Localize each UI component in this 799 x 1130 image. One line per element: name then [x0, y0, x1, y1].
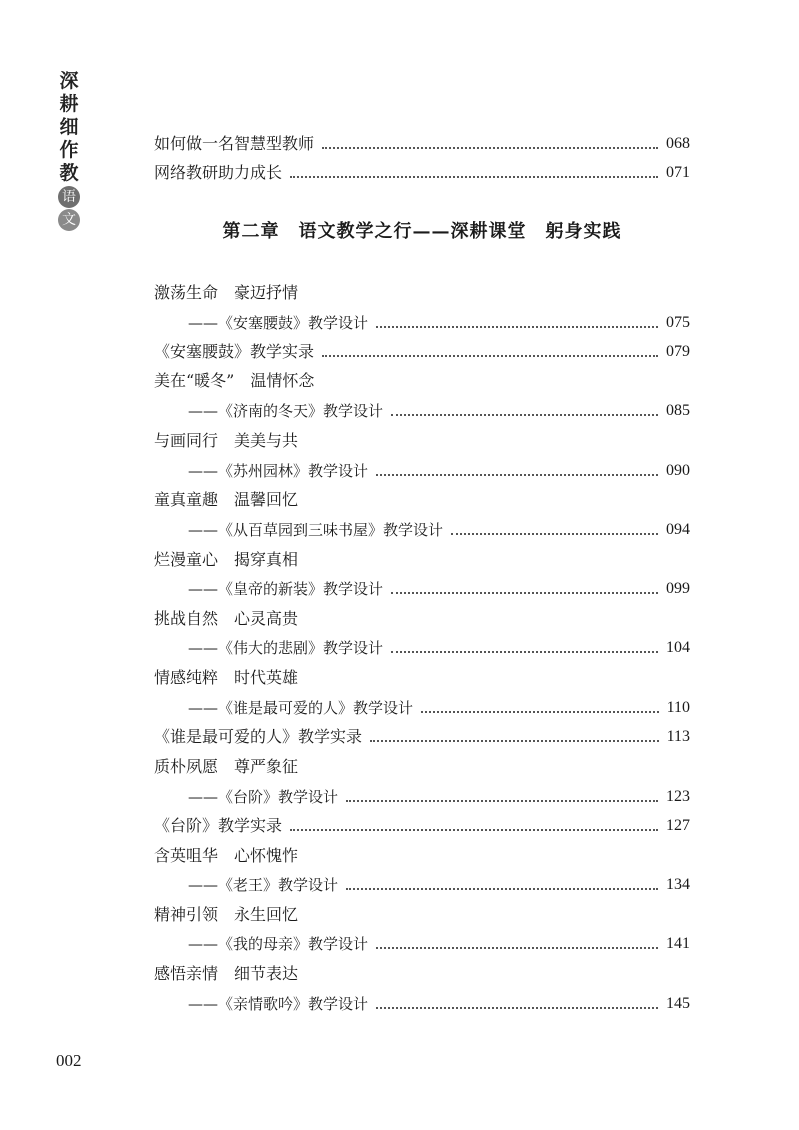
dot-leader: [391, 651, 658, 653]
toc-entry-title: 如何做一名智慧型教师: [154, 134, 315, 153]
toc-entry-title: 挑战自然 心灵高贵: [154, 609, 299, 628]
toc-entry-page: 099: [666, 580, 690, 597]
toc-entry-title: 激荡生命 豪迈抒情: [154, 283, 299, 302]
dot-leader: [421, 711, 659, 713]
toc-entry-page: 141: [666, 935, 690, 952]
toc-entry-title: ——《台阶》教学设计: [188, 788, 339, 806]
toc-entry-title: 含英咀华 心怀愧怍: [154, 846, 299, 865]
dot-leader: [322, 355, 658, 357]
toc-entry-page: 079: [666, 343, 690, 360]
toc-entry-heading: [154, 545, 690, 571]
toc-entry-title: ——《济南的冬天》教学设计: [188, 402, 384, 420]
dot-leader: [391, 592, 658, 594]
toc-entry[interactable]: [188, 396, 690, 422]
toc-entry-page: 134: [666, 876, 690, 893]
toc-entry[interactable]: [188, 989, 690, 1015]
toc-entry-heading: [154, 900, 690, 926]
toc-entry-page: 068: [666, 135, 690, 152]
toc-entry-title: ——《安塞腰鼓》教学设计: [188, 314, 369, 332]
toc-entry[interactable]: [188, 515, 690, 541]
toc-entry-title: 《台阶》教学实录: [154, 816, 283, 835]
toc-entry[interactable]: [154, 722, 690, 748]
toc-entry-heading: [154, 366, 690, 392]
toc-entry-page: 110: [666, 699, 690, 716]
toc-entry-page: 113: [666, 728, 690, 745]
toc-entry[interactable]: [154, 337, 690, 363]
dot-leader: [370, 740, 659, 742]
toc-entry-page: 085: [666, 402, 690, 419]
toc-entry-page: 075: [666, 314, 690, 331]
toc-entry-title: 网络教研助力成长: [154, 163, 283, 182]
toc-entry-page: 123: [666, 788, 690, 805]
toc-entry-title: 美在“暖冬” 温情怀念: [154, 371, 315, 390]
toc-entry[interactable]: [154, 158, 690, 184]
page-number: 002: [56, 1051, 82, 1070]
toc-entry[interactable]: [188, 574, 690, 600]
side-title-badge: 文: [58, 209, 80, 231]
side-title: [56, 70, 82, 231]
dot-leader: [346, 800, 658, 802]
chapter-heading: 第二章 语文教学之行——深耕课堂 躬身实践: [222, 221, 622, 242]
dot-leader: [290, 176, 658, 178]
toc-entry-title: 情感纯粹 时代英雄: [154, 668, 299, 687]
toc-entry-title: ——《亲情歌吟》教学设计: [188, 995, 369, 1013]
toc-entry-heading: [154, 841, 690, 867]
toc-entry[interactable]: [154, 129, 690, 155]
toc-entry-page: 094: [666, 521, 690, 538]
toc-entry-page: 071: [666, 164, 690, 181]
toc-entry-title: 烂漫童心 揭穿真相: [154, 550, 299, 569]
toc-entry-title: ——《皇帝的新装》教学设计: [188, 580, 384, 598]
toc-entry-page: 127: [666, 817, 690, 834]
toc-entry[interactable]: [188, 308, 690, 334]
dot-leader: [376, 474, 658, 476]
dot-leader: [376, 326, 658, 328]
toc-entry-title: ——《伟大的悲剧》教学设计: [188, 639, 384, 657]
toc-entry-page: 104: [666, 639, 690, 656]
toc-entry-page: 145: [666, 995, 690, 1012]
toc-entry[interactable]: [154, 811, 690, 837]
side-title-char: 深: [59, 70, 79, 92]
toc-entry-heading: [154, 604, 690, 630]
toc-entry[interactable]: [188, 870, 690, 896]
toc-entry-title: 质朴夙愿 尊严象征: [154, 757, 299, 776]
dot-leader: [322, 147, 658, 149]
dot-leader: [391, 414, 658, 416]
toc-entry-title: 《安塞腰鼓》教学实录: [154, 342, 315, 361]
toc-entry[interactable]: [188, 693, 690, 719]
side-title-char: 作: [59, 139, 79, 161]
toc-entry-title: 《谁是最可爱的人》教学实录: [154, 727, 363, 746]
side-title-badge: 语: [58, 186, 80, 208]
toc-entry-heading: [154, 278, 690, 304]
toc-entry-title: ——《我的母亲》教学设计: [188, 935, 369, 953]
toc-entry-title: ——《谁是最可爱的人》教学设计: [188, 699, 414, 717]
side-title-char: 教: [59, 162, 79, 184]
side-title-char: 细: [59, 116, 79, 138]
dot-leader: [376, 1007, 658, 1009]
toc-entry-title: 童真童趣 温馨回忆: [154, 490, 299, 509]
dot-leader: [290, 829, 658, 831]
toc-entry-title: 精神引领 永生回忆: [154, 905, 299, 924]
toc-entry-title: ——《从百草园到三味书屋》教学设计: [188, 521, 444, 539]
toc-entry-heading: [154, 426, 690, 452]
toc-entry-title: ——《苏州园林》教学设计: [188, 462, 369, 480]
toc-entry[interactable]: [188, 633, 690, 659]
toc-entry-heading: [154, 485, 690, 511]
toc-entry-heading: [154, 959, 690, 985]
side-title-char: 耕: [59, 93, 79, 115]
toc-entry[interactable]: [188, 782, 690, 808]
toc-entry[interactable]: [188, 456, 690, 482]
toc-entry-title: 感悟亲情 细节表达: [154, 964, 299, 983]
toc-entry-heading: [154, 663, 690, 689]
dot-leader: [346, 888, 658, 890]
toc-entry-title: 与画同行 美美与共: [154, 431, 299, 450]
toc-entry-heading: [154, 752, 690, 778]
toc-entry-page: 090: [666, 462, 690, 479]
dot-leader: [376, 947, 658, 949]
toc-entry-title: ——《老王》教学设计: [188, 876, 339, 894]
toc-entry[interactable]: [188, 929, 690, 955]
dot-leader: [451, 533, 658, 535]
